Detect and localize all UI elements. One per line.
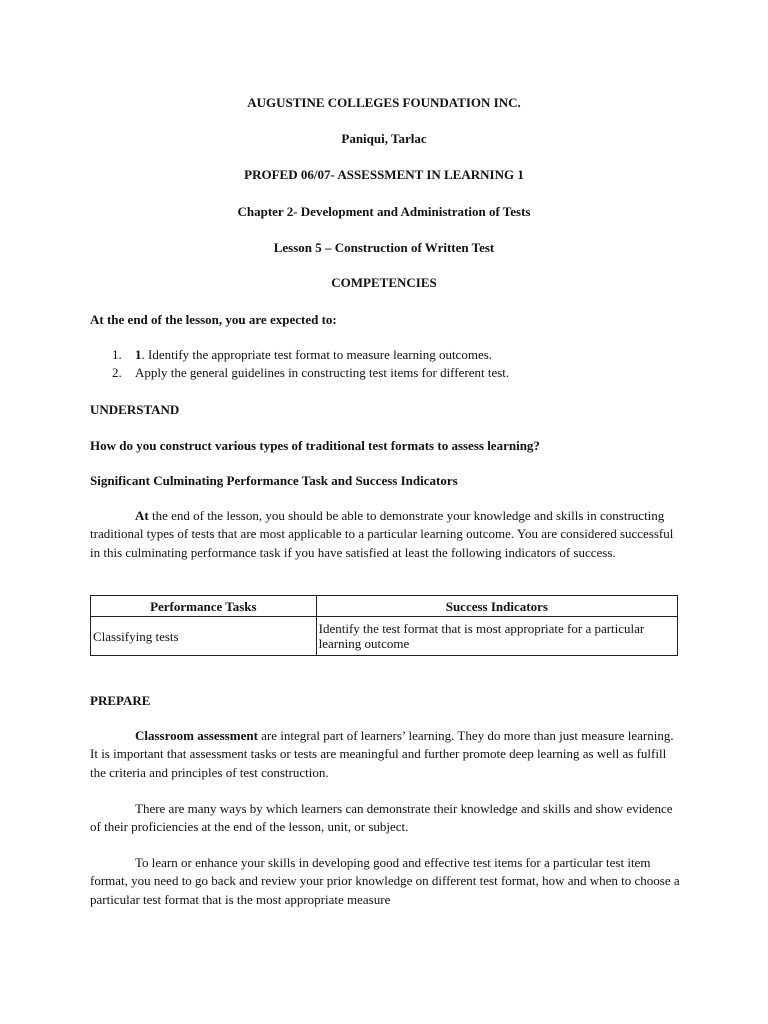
prepare-paragraph-3: To learn or enhance your skills in developing good and effective test items for a particular test item format, you need to go back and review your prior knowledge on different test format, how and when to choose a particular test format that is the most appropriate measure — [90, 855, 680, 907]
objectives-intro: At the end of the lesson, you are expected to: — [90, 312, 337, 327]
list-bold-number: 1 — [135, 347, 142, 362]
table-header-row — [91, 596, 678, 617]
table-row — [91, 617, 678, 656]
list-text: Apply the general guidelines in constructing test items for different test. — [135, 365, 510, 380]
table-header-cell: Performance Tasks — [91, 596, 317, 617]
para-lead: Classroom assessment — [135, 728, 258, 743]
understand-heading: UNDERSTAND — [90, 402, 180, 417]
guiding-question: How do you construct various types of traditional test formats to assess learning? — [90, 438, 540, 453]
performance-paragraph — [90, 507, 680, 562]
prepare-paragraph-1 — [90, 727, 680, 782]
list-number: 2. — [112, 365, 122, 380]
table-cell: Classifying tests — [91, 617, 317, 656]
performance-table — [90, 595, 678, 656]
para-text: the end of the lesson, you should be able to demonstrate your knowledge and skills in constructing traditional types of tests that are most applicable to a particular learning outcome. You are considered successful in this culminating performance task if you have satisfied at least the following indicators of success. — [90, 508, 674, 560]
prepare-heading: PREPARE — [90, 693, 151, 708]
location-line: Paniqui, Tarlac — [341, 131, 427, 146]
competencies-heading: COMPETENCIES — [331, 275, 437, 290]
para-text: are integral part of learners’ learning. They do more than just measure learning. It is important that assessment tasks or tests are meaningful and further promote deep learning as well as fulfill the criteria and principles of test construction. — [90, 728, 674, 780]
prepare-paragraph-2: There are many ways by which learners can demonstrate their knowledge and skills and show evidence of their proficiencies at the end of the lesson, unit, or subject. — [90, 801, 673, 835]
course-title: PROFED 06/07- ASSESSMENT IN LEARNING 1 — [244, 167, 524, 182]
list-item — [90, 346, 680, 364]
table-header-cell: Success Indicators — [316, 596, 677, 617]
table-cell: Identify the test format that is most appropriate for a particular learning outcome — [316, 617, 677, 656]
list-item — [90, 364, 680, 382]
objectives-list — [90, 346, 680, 382]
lesson-title: Lesson 5 – Construction of Written Test — [273, 240, 495, 255]
chapter-title: Chapter 2- Development and Administration of Tests — [237, 204, 531, 219]
performance-subheading: Significant Culminating Performance Task and Success Indicators — [90, 473, 458, 488]
institution-title: AUGUSTINE COLLEGES FOUNDATION INC. — [247, 95, 521, 110]
para-lead: At — [135, 508, 149, 523]
list-number: 1. — [112, 347, 122, 362]
list-text: . Identify the appropriate test format to measure learning outcomes. — [141, 347, 493, 362]
